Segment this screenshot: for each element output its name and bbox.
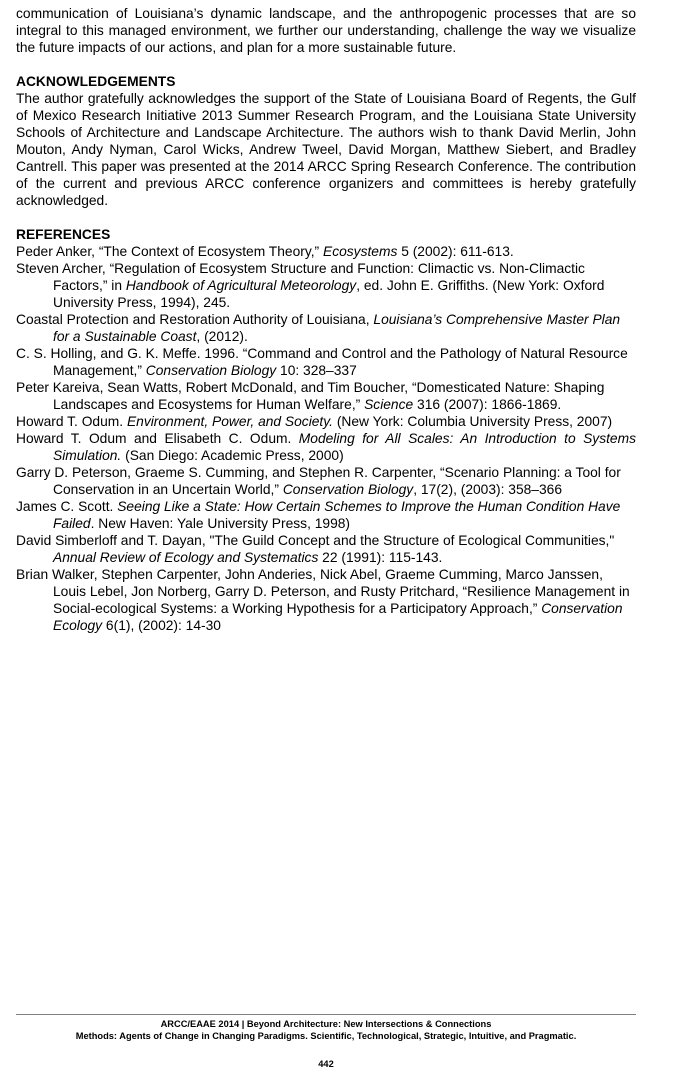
ref-text: 6(1), (2002): 14-30 [102,618,221,633]
page-footer [16,1018,636,1042]
ref-title: Annual Review of Ecology and Systematics [53,550,319,565]
ref-text: 316 (2007): 1866-1869. [413,397,562,412]
reference-item [16,243,636,260]
ref-text: 22 (1991): 115-143. [318,550,443,565]
ref-text: (San Diego: Academic Press, 2000) [121,448,344,463]
reference-item [16,413,636,430]
footer-theme-line: Methods: Agents of Change in Changing Paradigms. Scientific, Technological, Strategic, Intuitive, and Pragmatic. [75,1031,577,1041]
ref-text: (New York: Columbia University Press, 2007) [332,414,613,429]
ref-title: Seeing Like a State: How Certain Schemes to Improve the Human Condition Have Failed [53,499,621,531]
ref-text: Brian Walker, Stephen Carpenter, John Anderies, Nick Abel, Graeme Cumming, Marco Janssen, Louis Lebel, Jon Norberg, Garry D. Peterson, and Rusty Pritchard, “Resilience Management in Social-ecological Systems: a Working Hypothesis for a Participatory Approach,” [16,567,630,616]
ref-text: , ed. John E. Griffiths. (New York: Oxford University Press, 1994), 245. [53,278,605,310]
footer-divider [16,1014,636,1015]
ref-title: Handbook of Agricultural Meteorology [125,278,357,293]
reference-item [16,345,636,379]
ref-title: Louisiana’s Comprehensive Master Plan for a Sustainable Coast [53,312,621,344]
ref-text: Coastal Protection and Restoration Authority of Louisiana, [16,312,374,327]
ref-title: Conservation Ecology [53,601,623,633]
ref-title: Environment, Power, and Society. [126,414,333,429]
ref-text: David Simberloff and T. Dayan, "The Guild Concept and the Structure of Ecological Communities," [16,533,615,548]
ref-text: Garry D. Peterson, Graeme S. Cumming, and Stephen R. Carpenter, “Scenario Planning: a Tool for Conservation in an Uncertain World,” [16,465,621,497]
ref-title: Modeling for All Scales: An Introduction to Systems Simulation. [53,431,636,463]
ref-text: Howard T. Odum and Elisabeth C. Odum. [16,431,299,446]
ref-text: . New Haven: Yale University Press, 1998) [90,516,351,531]
references-heading: REFERENCES [16,227,111,242]
ref-title: Ecosystems [323,244,398,259]
ref-text: , (2012). [196,329,248,344]
ref-title: Conservation Biology [282,482,414,497]
ref-title: Conservation Biology [145,363,277,378]
ref-text: Howard T. Odum. [16,414,127,429]
intro-paragraph: communication of Louisiana’s dynamic landscape, and the anthropogenic processes that are so integral to this managed environment, we further our understanding, challenge the way we visualize the future impacts of our actions, and plan for a more sustainable future. [16,6,636,55]
page-content [16,5,636,634]
reference-item [16,379,636,413]
reference-item [16,566,636,634]
reference-item [16,498,636,532]
reference-list [16,243,636,634]
ref-text: C. S. Holling, and G. K. Meffe. 1996. “Command and Control and the Pathology of Natural Resource Management,” [16,346,628,378]
reference-item [16,430,636,464]
ref-text: 10: 328–337 [276,363,357,378]
acknowledgements-text: The author gratefully acknowledges the support of the State of Louisiana Board of Regents, the Gulf of Mexico Research Initiative 2013 Summer Research Program, and the Louisiana State University Schools of Architecture and Landscape Architecture. The authors wish to thank David Merlin, John Mouton, Andy Nyman, Carol Wicks, Andrew Tweel, David Morgan, Matthew Siebert, and Bradley Cantrell. This paper was presented at the 2014 ARCC Spring Research Conference. The contribution of the current and previous ARCC conference organizers and committees is hereby gratefully acknowledged. [16,91,636,208]
ref-text: James C. Scott. [16,499,118,514]
reference-item [16,260,636,311]
footer-conference-line: ARCC/EAAE 2014 | Beyond Architecture: New Intersections & Connections [160,1019,492,1029]
acknowledgements-heading: ACKNOWLEDGEMENTS [16,74,176,89]
ref-text: 5 (2002): 611-613. [397,244,514,259]
page-number: 442 [318,1059,334,1069]
reference-item [16,532,636,566]
reference-item [16,464,636,498]
ref-text: , 17(2), (2003): 358–366 [413,482,563,497]
ref-text: Peder Anker, “The Context of Ecosystem Theory,” [16,244,323,259]
ref-text: Steven Archer, “Regulation of Ecosystem Structure and Function: Climactic vs. Non-Climactic Factors,” in [16,261,585,293]
ref-text: Peter Kareiva, Sean Watts, Robert McDonald, and Tim Boucher, “Domesticated Nature: Shaping Landscapes and Ecosystems for Human Welfare,” [16,380,605,412]
ref-title: Science [364,397,414,412]
reference-item [16,311,636,345]
